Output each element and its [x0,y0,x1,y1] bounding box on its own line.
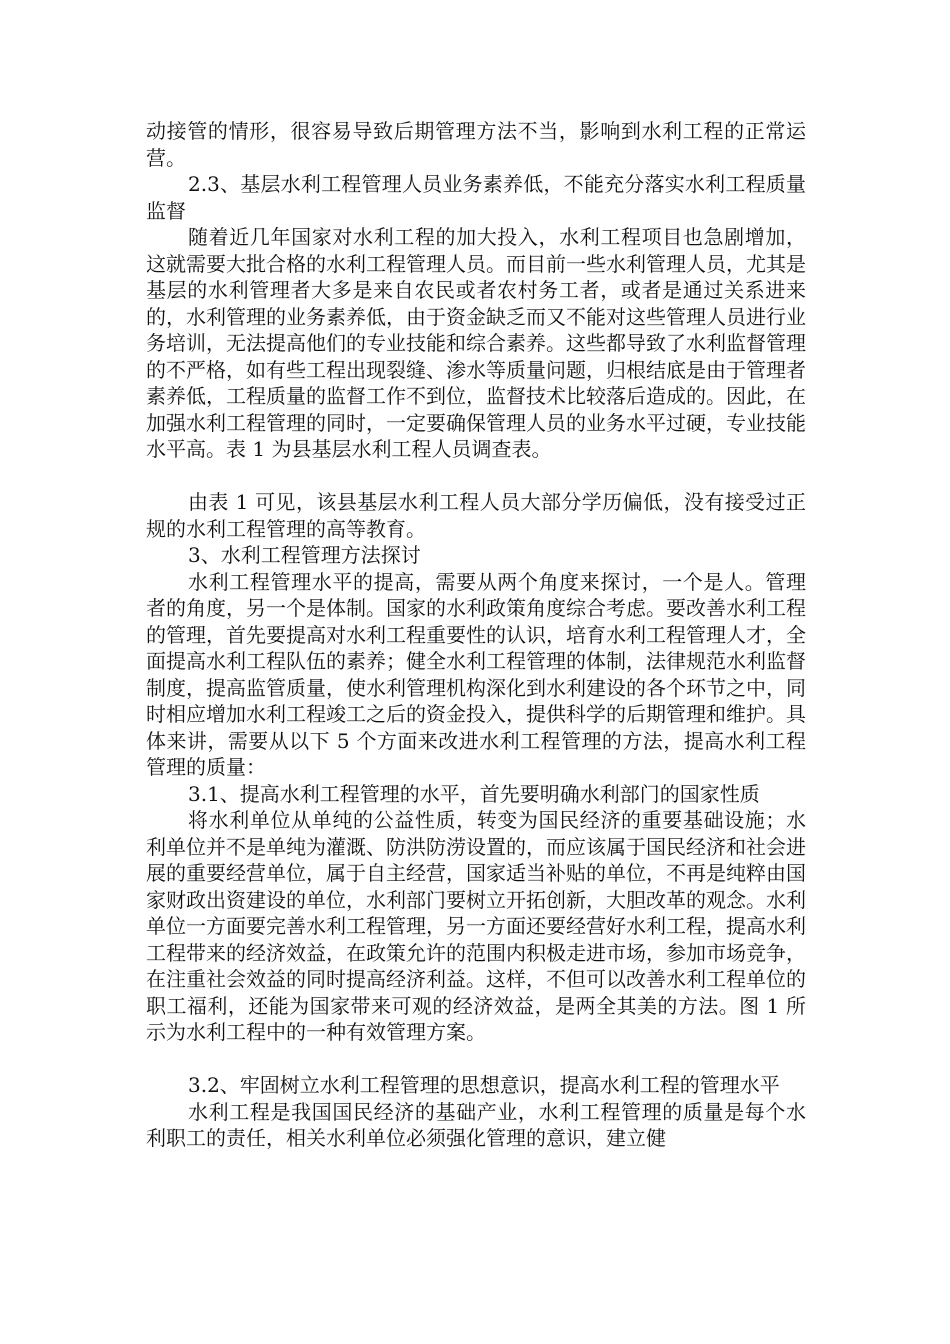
figure-placeholder-gap [146,1046,806,1073]
section-heading-3: 3、水利工程管理方法探讨 [188,543,421,567]
paragraph-management-methods: 水利工程管理水平的提高，需要从两个角度来探讨，一个是人。管理者的角度，另一个是体制。国家的水利政策角度综合考虑。要改善水利工程的管理，首先要提高对水利工程重要性的认识，培育水利工程管理人才，全面提高水利工程队伍的素养；健全水利工程管理的体制，法律规范水利监督制度，提高监管质量，使水利管理机构深化到水利建设的各个环节之中，同时相应增加水利工程竣工之后的资金投入，提供科学的后期管理和维护。具体来讲，需要从以下 5 个方面来改进水利工程管理的方法，提高水利工程管理的质量： [146,569,806,779]
paragraph-table-summary: 由表 1 可见，该县基层水利工程人员大部分学历偏低，没有接受过正规的水利工程管理的高等教育。 [146,490,806,541]
document-body [146,118,806,1152]
table-placeholder-gap [146,463,806,490]
section-heading-3-2: 3.2、牢固树立水利工程管理的思想意识，提高水利工程的管理水平 [188,1073,780,1097]
section-heading-3-1: 3.1、提高水利工程管理的水平，首先要明确水利部门的国家性质 [188,781,760,806]
section-heading-2-3: 2.3、基层水利工程管理人员业务素养低，不能充分落实水利工程质量监督 [146,172,806,223]
paragraph-staff-quality: 随着近几年国家对水利工程的加大投入，水利工程项目也急剧增加，这就需要大批合格的水利工程管理人员。而目前一些水利管理人员，尤其是基层的水利管理者大多是来自农民或者农村务工者，或者是通过关系进来的，水利管理的业务素养低，由于资金缺乏而又不能对这些管理人员进行业务培训，无法提高他们的专业技能和综合素养。这些都导致了水利监督管理的不严格，如有些工程出现裂缝、渗水等质量问题，归根结底是由于管理者素养低，工程质量的监督工作不到位，监督技术比较落后造成的。因此，在加强水利工程管理的同时，一定要确保管理人员的业务水平过硬，专业技能水平高。表 1 为县基层水利工程人员调查表。 [146,225,806,461]
paragraph-national-nature: 将水利单位从单纯的公益性质，转变为国民经济的重要基础设施；水利单位并不是单纯为灌溉、防洪防涝设置的，而应该属于国民经济和社会进展的重要经营单位，属于自主经营，国家适当补贴的单位，不再是纯粹由国家财政出资建设的单位，水利部门要树立开拓创新，大胆改革的观念。水利单位一方面要完善水利工程管理，另一方面还要经营好水利工程，提高水利工程带来的经济效益，在政策允许的范围内积极走进市场，参加市场竞争，在注重社会效益的同时提高经济利益。这样，不但可以改善水利工程单位的职工福利，还能为国家带来可观的经济效益，是两全其美的方法。图 1 所示为水利工程中的一种有效管理方案。 [146,808,806,1044]
paragraph-awareness: 水利工程是我国国民经济的基础产业，水利工程管理的质量是每个水利职工的责任，相关水利单位必须强化管理的意识，建立健 [146,1099,806,1150]
paragraph-continuation: 动接管的情形，很容易导致后期管理方法不当，影响到水利工程的正常运营。 [146,119,806,170]
